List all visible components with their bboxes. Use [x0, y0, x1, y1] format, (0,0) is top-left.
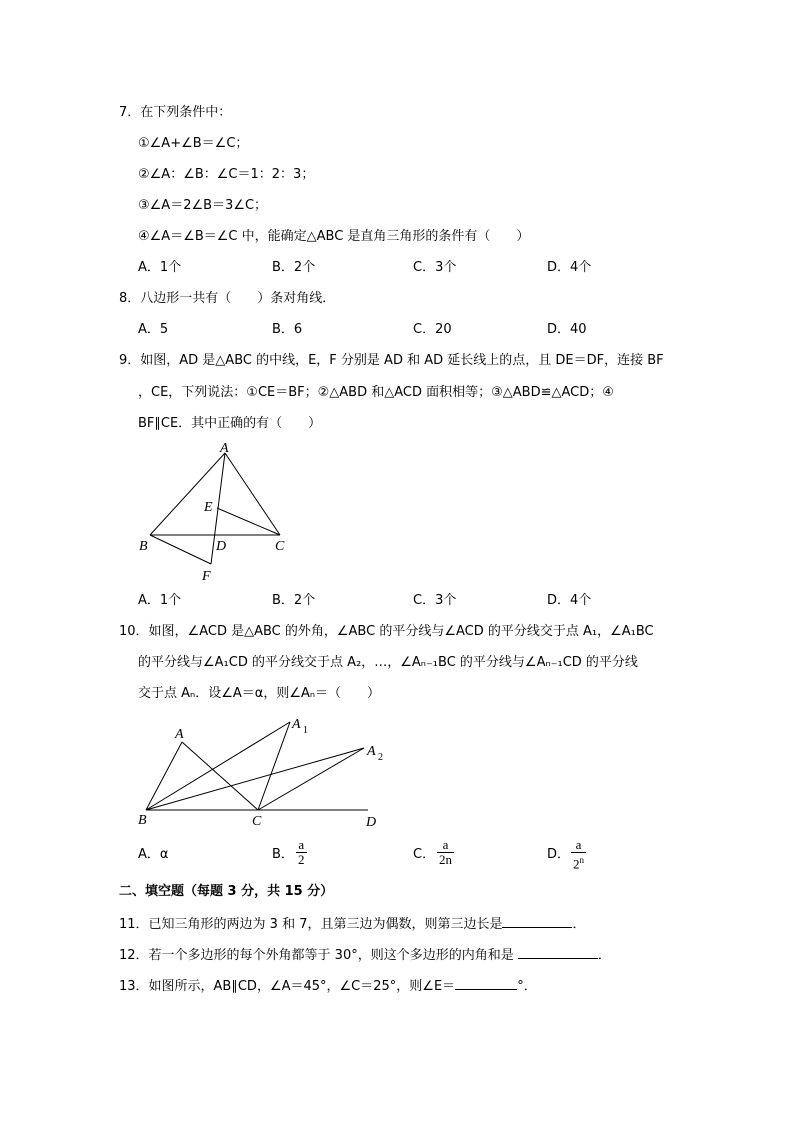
q10-segment-ac [182, 742, 258, 810]
q10-option-a: A．α [138, 847, 169, 862]
q10-option-d-fraction [571, 838, 586, 871]
q10-label-c: C [252, 814, 262, 829]
q9-line-2: ，CE，下列说法：①CE＝BF；②△ABD 和△ACD 面积相等；③△ABD≌△ACD；④ [138, 385, 614, 400]
q11-text: 11．已知三角形的两边为 3 和 7，且第三边为偶数，则第三边长是 [119, 917, 503, 932]
q10-segment-ba [146, 742, 182, 810]
q7-option-c: C．3个 [413, 260, 457, 275]
q12-answer-blank[interactable] [518, 946, 598, 959]
q10-label-b: B [138, 813, 147, 828]
q10-line-2: 的平分线与∠A₁CD 的平分线交于点 A₂，…，∠Aₙ₋₁BC 的平分线与∠Aₙ₋₁CD 的平分线 [138, 655, 638, 670]
q9-segment-ab [150, 453, 225, 535]
q7-option-a: A．1个 [138, 260, 182, 275]
q7-option-d: D．4个 [547, 260, 592, 275]
q10-label-d: D [366, 815, 377, 830]
section-2-heading: 二、填空题（每题 3 分，共 15 分） [119, 884, 334, 899]
q10-option-d-base: 2 [573, 856, 580, 872]
q10-option-c-denominator: 2n [439, 852, 452, 867]
q13-line [119, 977, 537, 995]
q8-option-a: A．5 [138, 322, 169, 337]
q10-line-3: 交于点 Aₙ．设∠A＝α，则∠Aₙ＝（ ） [138, 686, 381, 701]
q10-option-b-label: B． [272, 847, 294, 862]
q11-period: ． [572, 917, 586, 932]
q10-option-b-fraction [296, 838, 307, 867]
q13-degree-period: °． [517, 979, 537, 994]
q9-line-1: 9．如图，AD 是△ABC 的中线，E，F 分别是 AD 和 AD 延长线上的点，且 DE＝DF，连接 BF [119, 353, 664, 368]
q10-label-a2: A [367, 744, 376, 759]
q10-label-a2-sub: 2 [378, 752, 383, 763]
q10-option-b-denominator: 2 [298, 852, 305, 867]
q7-condition-3: ③∠A＝2∠B＝3∠C； [138, 198, 268, 213]
q10-option-c-numerator: a [442, 837, 449, 852]
q10-option-c-label: C． [413, 847, 436, 862]
q10-option-d-label: D． [547, 847, 571, 862]
q10-option-d-exponent: n [579, 855, 584, 865]
q8-option-b: B．6 [272, 322, 303, 337]
q10-figure [130, 710, 400, 835]
q10-option-d-numerator: a [575, 837, 582, 852]
q10-line-1: 10．如图，∠ACD 是△ABC 的外角，∠ABC 的平分线与∠ACD 的平分线交于点 A₁，∠A₁BC [119, 624, 654, 639]
q13-answer-blank[interactable] [455, 977, 517, 990]
q10-segment-ba1 [146, 722, 290, 810]
q9-option-c: C．3个 [413, 593, 457, 608]
q10-segment-ba2 [146, 748, 364, 810]
q10-segment-a2c [258, 748, 364, 810]
q7-condition-2: ②∠A：∠B：∠C＝1：2：3； [138, 167, 315, 182]
q13-text: 13．如图所示，AB∥CD，∠A＝45°，∠C＝25°，则∠E＝ [119, 979, 456, 994]
q9-option-d: D．4个 [547, 593, 592, 608]
q9-option-a: A．1个 [138, 593, 182, 608]
q10-option-c-fraction [437, 838, 454, 867]
q10-label-a1-sub: 1 [303, 725, 308, 736]
q7-condition-1: ①∠A+∠B＝∠C； [138, 136, 249, 151]
q10-option-b-numerator: a [298, 837, 305, 852]
q10-label-a1: A [292, 717, 301, 732]
q8-stem: 8．八边形一共有（ ）条对角线． [119, 291, 336, 306]
q12-text: 12．若一个多边形的每个外角都等于 30°，则这个多边形的内角和是 [119, 948, 514, 963]
q9-option-b: B．2个 [272, 593, 316, 608]
q9-label-a: A [220, 441, 229, 456]
q9-segment-bf [150, 535, 211, 564]
q9-label-e: E [204, 500, 213, 515]
q11-answer-blank[interactable] [502, 915, 572, 928]
q12-period: ． [597, 948, 611, 963]
q10-segment-a1c [258, 722, 290, 810]
q11-line [119, 915, 586, 933]
q9-figure [130, 440, 300, 590]
q8-option-d: D．40 [547, 322, 587, 337]
q12-line [119, 946, 611, 964]
q9-label-b: B [139, 539, 148, 554]
q7-stem: 7．在下列条件中： [119, 105, 232, 120]
q10-label-a: A [175, 727, 184, 742]
q10-option-d-denominator [571, 852, 586, 871]
q7-option-b: B．2个 [272, 260, 316, 275]
q8-option-c: C．20 [413, 322, 452, 337]
q9-line-3: BF∥CE．其中正确的有（ ） [138, 416, 322, 431]
q9-label-c: C [275, 539, 285, 554]
q7-condition-4: ④∠A＝∠B＝∠C 中，能确定△ABC 是直角三角形的条件有（ ） [138, 229, 530, 244]
q9-label-f: F [202, 569, 211, 584]
q9-label-d: D [216, 539, 227, 554]
